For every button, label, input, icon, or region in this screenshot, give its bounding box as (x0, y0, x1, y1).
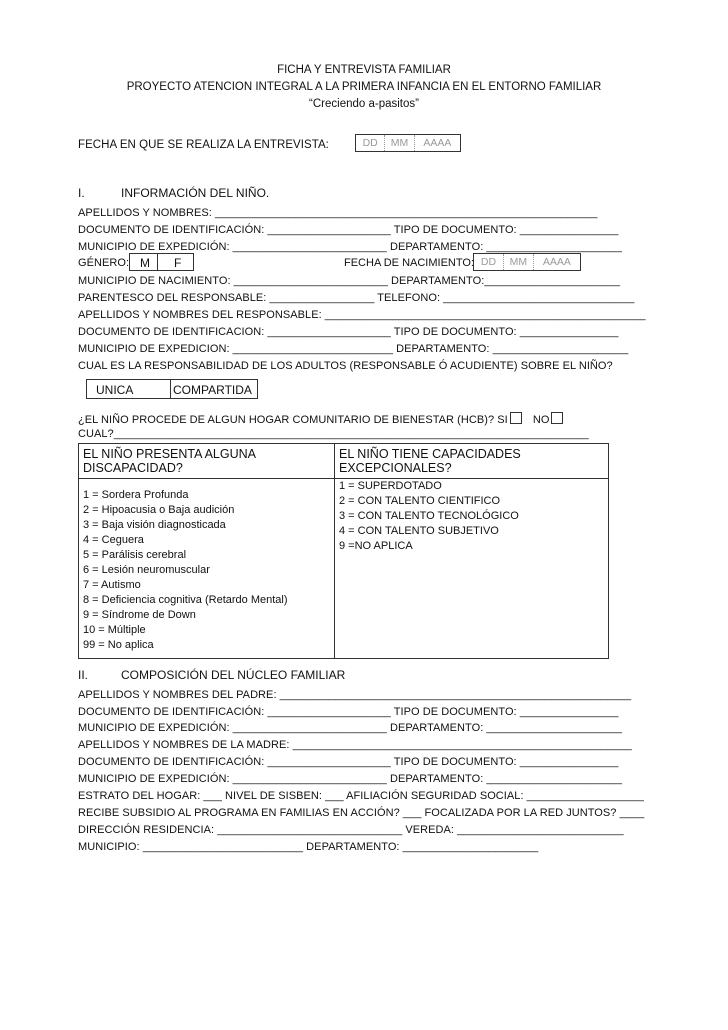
disability-option-item: 10 = Múltiple (83, 624, 146, 636)
disability-option-item: 2 = Hipoacusia o Baja audición (83, 504, 235, 516)
residence-municipality-field[interactable]: MUNICIPIO: __________________________ DEPARTAMENTO: ______________________ (78, 841, 539, 853)
document-tagline: “Creciendo a-pasitos” (309, 98, 419, 110)
disability-table (78, 443, 609, 659)
mother-expedition-field[interactable]: MUNICIPIO DE EXPEDICIÓN: _________________________ DEPARTAMENTO: ______________________ (78, 773, 623, 785)
interview-date-yyyy: AAAA (423, 137, 452, 149)
exceptional-options-cell (335, 479, 609, 659)
residence-address-field[interactable]: DIRECCIÓN RESIDENCIA: ______________________________ VEREDA: ___________________________ (78, 824, 624, 836)
disability-option-item: 6 = Lesión neuromuscular (83, 564, 210, 576)
disability-option-item: 99 = No aplica (83, 639, 154, 651)
hcb-no-checkbox[interactable] (551, 412, 563, 424)
disability-option-item: 5 = Parálisis cerebral (83, 549, 187, 561)
hcb-question-text: ¿EL NIÑO PROCEDE DE ALGUN HOGAR COMUNITARIO DE BIENESTAR (HCB)? SI (78, 414, 508, 426)
responsible-document-field[interactable]: DOCUMENTO DE IDENTIFICACION: ____________________ TIPO DE DOCUMENTO: ________________ (78, 326, 619, 338)
responsibility-question: CUAL ES LA RESPONSABILIDAD DE LOS ADULTOS (RESPONSABLE Ó ACUDIENTE) SOBRE EL NIÑO? (78, 360, 613, 372)
section2-number: II. (78, 668, 89, 682)
household-stratum-field[interactable]: ESTRATO DEL HOGAR: ___ NIVEL DE SISBEN: ___ AFILIACIÓN SEGURIDAD SOCIAL: ___________________ (78, 790, 644, 802)
section1-number: I. (78, 186, 85, 200)
birth-municipality-field[interactable]: MUNICIPIO DE NACIMIENTO: _________________________ DEPARTAMENTO:______________________ (78, 275, 621, 287)
hcb-question (78, 412, 563, 426)
section1-title: INFORMACIÓN DEL NIÑO. (121, 186, 270, 200)
exceptional-option-item: 4 = CON TALENTO SUBJETIVO (339, 525, 499, 537)
gender-f-option[interactable]: F (174, 256, 182, 270)
interview-date-dd: DD (356, 135, 385, 151)
responsible-expedition-field[interactable]: MUNICIPIO DE EXPEDICION: __________________________ DEPARTAMENTO: ______________________ (78, 343, 629, 355)
disability-options-cell (79, 479, 335, 659)
exceptional-options-list (339, 479, 604, 554)
gender-divider (157, 254, 158, 270)
gender-m-option[interactable]: M (140, 256, 150, 270)
document-subtitle: PROYECTO ATENCION INTEGRAL A LA PRIMERA INFANCIA EN EL ENTORNO FAMILIAR (126, 81, 602, 93)
disability-option-item: 1 = Sordera Profunda (83, 489, 189, 501)
disability-option-item: 7 = Autismo (83, 579, 141, 591)
responsible-names-field[interactable]: APELLIDOS Y NOMBRES DEL RESPONSABLE: ____________________________________________________ (78, 309, 646, 321)
father-expedition-field[interactable]: MUNICIPIO DE EXPEDICIÓN: _________________________ DEPARTAMENTO: ______________________ (78, 722, 623, 734)
disability-options-list (83, 488, 330, 653)
responsibility-selector (86, 379, 258, 399)
gender-selector (129, 253, 194, 271)
disability-option-item: 4 = Ceguera (83, 534, 144, 546)
gender-label: GÉNERO: (78, 257, 130, 269)
disability-option-item: 9 = Síndrome de Down (83, 609, 196, 621)
birth-date-yyyy: AAAA (542, 256, 571, 268)
hcb-no-label: NO (532, 414, 550, 426)
responsibility-compartida-option[interactable]: COMPARTIDA (173, 383, 252, 397)
responsible-relation-field[interactable]: PARENTESCO DEL RESPONSABLE: _________________ TELEFONO: _______________________________ (78, 292, 635, 304)
father-document-field[interactable]: DOCUMENTO DE IDENTIFICACIÓN: ____________________ TIPO DE DOCUMENTO: ________________ (78, 706, 619, 718)
exceptional-option-item: 3 = CON TALENTO TECNOLÓGICO (339, 510, 519, 522)
responsibility-divider (170, 380, 171, 398)
exceptional-option-item: 2 = CON TALENTO CIENTIFICO (339, 495, 501, 507)
exceptional-option-item: 1 = SUPERDOTADO (339, 480, 442, 492)
child-expedition-field[interactable]: MUNICIPIO DE EXPEDICIÓN: _________________________ DEPARTAMENTO: ______________________ (78, 241, 623, 253)
disability-option-item: 8 = Deficiencia cognitiva (Retardo Mental) (83, 594, 288, 606)
section2-title: COMPOSICIÓN DEL NÚCLEO FAMILIAR (121, 668, 346, 682)
disability-header: EL NIÑO PRESENTA ALGUNA DISCAPACIDAD? (79, 444, 335, 479)
exceptional-option-item: 9 =NO APLICA (339, 540, 413, 552)
document-title: FICHA Y ENTREVISTA FAMILIAR (277, 64, 451, 76)
father-names-field[interactable]: APELLIDOS Y NOMBRES DEL PADRE: _________________________________________________________ (78, 689, 632, 701)
interview-date-mm: MM (385, 135, 414, 151)
birth-date-label: FECHA DE NACIMIENTO: (344, 257, 474, 269)
hcb-which-field[interactable]: CUAL?_____________________________________________________________________________ (78, 428, 589, 440)
hcb-yes-checkbox[interactable] (510, 412, 522, 424)
birth-date-field[interactable] (473, 253, 581, 271)
birth-date-mm: MM (504, 254, 534, 270)
disability-option-item: 3 = Baja visión diagnosticada (83, 519, 226, 531)
mother-document-field[interactable]: DOCUMENTO DE IDENTIFICACIÓN: ____________________ TIPO DE DOCUMENTO: ________________ (78, 756, 619, 768)
subsidy-field[interactable]: RECIBE SUBSIDIO AL PROGRAMA EN FAMILIAS EN ACCIÓN? ___ FOCALIZADA POR LA RED JUNTOS? ____ (78, 807, 645, 819)
mother-names-field[interactable]: APELLIDOS Y NOMBRES DE LA MADRE: _______________________________________________________ (78, 739, 632, 751)
birth-date-dd: DD (474, 254, 504, 270)
responsibility-unica-option[interactable]: UNICA (96, 383, 134, 397)
child-names-field[interactable]: APELLIDOS Y NOMBRES: ______________________________________________________________ (78, 207, 598, 219)
interview-date-field[interactable] (355, 134, 461, 152)
interview-date-label: FECHA EN QUE SE REALIZA LA ENTREVISTA: (78, 139, 329, 151)
exceptional-header: EL NIÑO TIENE CAPACIDADES EXCEPCIONALES? (335, 444, 609, 479)
child-document-field[interactable]: DOCUMENTO DE IDENTIFICACIÓN: ____________________ TIPO DE DOCUMENTO: ________________ (78, 224, 619, 236)
